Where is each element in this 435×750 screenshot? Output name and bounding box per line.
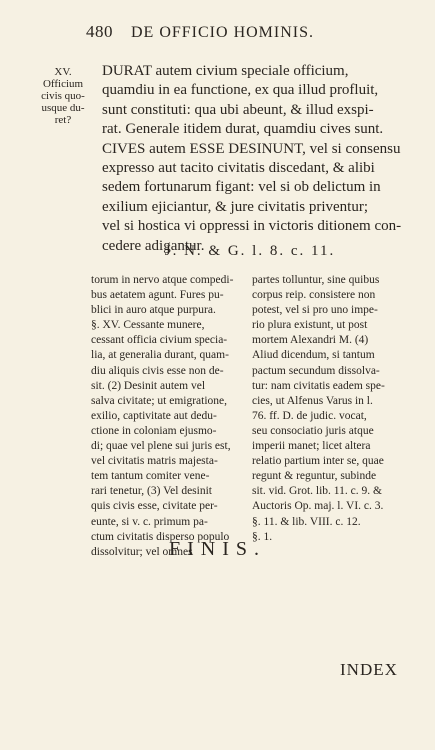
- main-text-line: cedere adigantur.: [102, 237, 205, 254]
- margin-note-line: civis quo-: [41, 90, 85, 102]
- note-line: bus aetatem agunt. Fures pu-: [91, 289, 224, 302]
- note-line: pactum secundum dissolva-: [252, 364, 380, 377]
- note-line: Aliud dicendum, si tantum: [252, 349, 375, 362]
- note-line: 76. ff. D. de judic. vocat,: [252, 409, 367, 422]
- note-line: vel civitatis matris majesta-: [91, 455, 218, 468]
- note-line: blici in auro atque purpura.: [91, 304, 216, 317]
- main-text-line: DURAT autem civium speciale officium,: [102, 63, 349, 79]
- note-line: corpus reip. consistere non: [252, 289, 376, 302]
- note-line: relatio partium inter se, quae: [252, 455, 384, 468]
- note-line: Auctoris Op. maj. l. VI. c. 3.: [252, 500, 384, 513]
- note-line: regunt & reguntur, subinde: [252, 470, 377, 483]
- note-line: dissolvitur; vel omnes: [91, 545, 193, 558]
- note-line: lia, at generalia durant, quam-: [91, 349, 229, 362]
- note-line: ctione in coloniam ejusmo-: [91, 424, 217, 437]
- main-text-line: quamdiu in ea functione, ex qua illud profluit,: [102, 82, 379, 99]
- notes-column-left: [91, 273, 244, 560]
- main-text-line: rat. Generale itidem durat, quamdiu cives sunt.: [102, 121, 384, 138]
- note-line: mortem Alexandri M. (4): [252, 334, 369, 347]
- note-line: salva civitate; ut emigratione,: [91, 394, 228, 407]
- note-line: seu consociatio juris atque: [252, 424, 374, 437]
- main-paragraph: [102, 62, 416, 256]
- main-text-line: sunt constituti: qua ubi abeunt, & illud exspi-: [102, 101, 374, 118]
- note-line: sit. vid. Grot. lib. 11. c. 9. &: [252, 485, 382, 498]
- note-line: ctum civitatis disperso populo: [91, 530, 230, 543]
- page-header: [86, 22, 386, 42]
- note-line: sit. (2) Desinit autem vel: [91, 379, 206, 392]
- main-text-line: expresso aut tacito civitatis discedant, & alibi: [102, 160, 375, 177]
- note-line: cessant officia civium specia-: [91, 334, 228, 347]
- note-line: di; quae vel plene sui juris est,: [91, 440, 231, 453]
- note-line: exilio, captivitate aut dedu-: [91, 409, 217, 422]
- main-text-line: vel si hostica vi oppressi in victoris ditionem con-: [102, 218, 402, 235]
- note-line: §. XV. Cessante munere,: [91, 319, 205, 332]
- note-line: potest, vel si pro uno impe-: [252, 304, 378, 317]
- margin-note: [32, 66, 94, 126]
- note-line: imperii manet; licet altera: [252, 440, 371, 453]
- margin-note-line: XV.: [54, 66, 72, 78]
- margin-note-line: ret?: [54, 114, 72, 126]
- main-text-line: CIVES autem ESSE DESINUNT, vel si consensu: [102, 140, 401, 157]
- margin-note-line: usque du-: [41, 102, 85, 114]
- finis-heading: FINIS.: [168, 538, 266, 560]
- note-line: diu aliquis civis esse non de-: [91, 364, 224, 377]
- catchword: INDEX: [340, 660, 398, 679]
- margin-note-line: Officium: [42, 78, 84, 90]
- notes-column-right: [252, 273, 412, 545]
- note-line: §. 1.: [252, 530, 273, 543]
- note-line: cies, ut Alfenus Varus in l.: [252, 394, 373, 407]
- note-line: torum in nervo atque compedi-: [91, 274, 234, 286]
- note-line: tem tantum comiter vene-: [91, 470, 210, 483]
- note-line: partes tolluntur, sine quibus: [252, 274, 380, 286]
- note-line: eunte, si v. c. primum pa-: [91, 515, 208, 528]
- note-line: §. 11. & lib. VIII. c. 12.: [252, 515, 361, 528]
- main-text-line: exilium ejiciantur, & jure civitatis priventur;: [102, 198, 368, 215]
- note-line: rio plura existunt, ut post: [252, 319, 368, 332]
- page-number: 480: [86, 22, 113, 41]
- note-line: tur: nam civitatis eadem spe-: [252, 379, 385, 392]
- main-text-line: sedem fortunarum figant: vel si ob delictum in: [102, 179, 381, 196]
- note-line: rari tenetur, (3) Vel desinit: [91, 485, 212, 498]
- signature-line: J. N. & G. l. 8. c. 11.: [164, 243, 336, 259]
- running-title: DE OFFICIO HOMINIS.: [131, 24, 315, 41]
- note-line: quis civis esse, civitate per-: [91, 500, 218, 513]
